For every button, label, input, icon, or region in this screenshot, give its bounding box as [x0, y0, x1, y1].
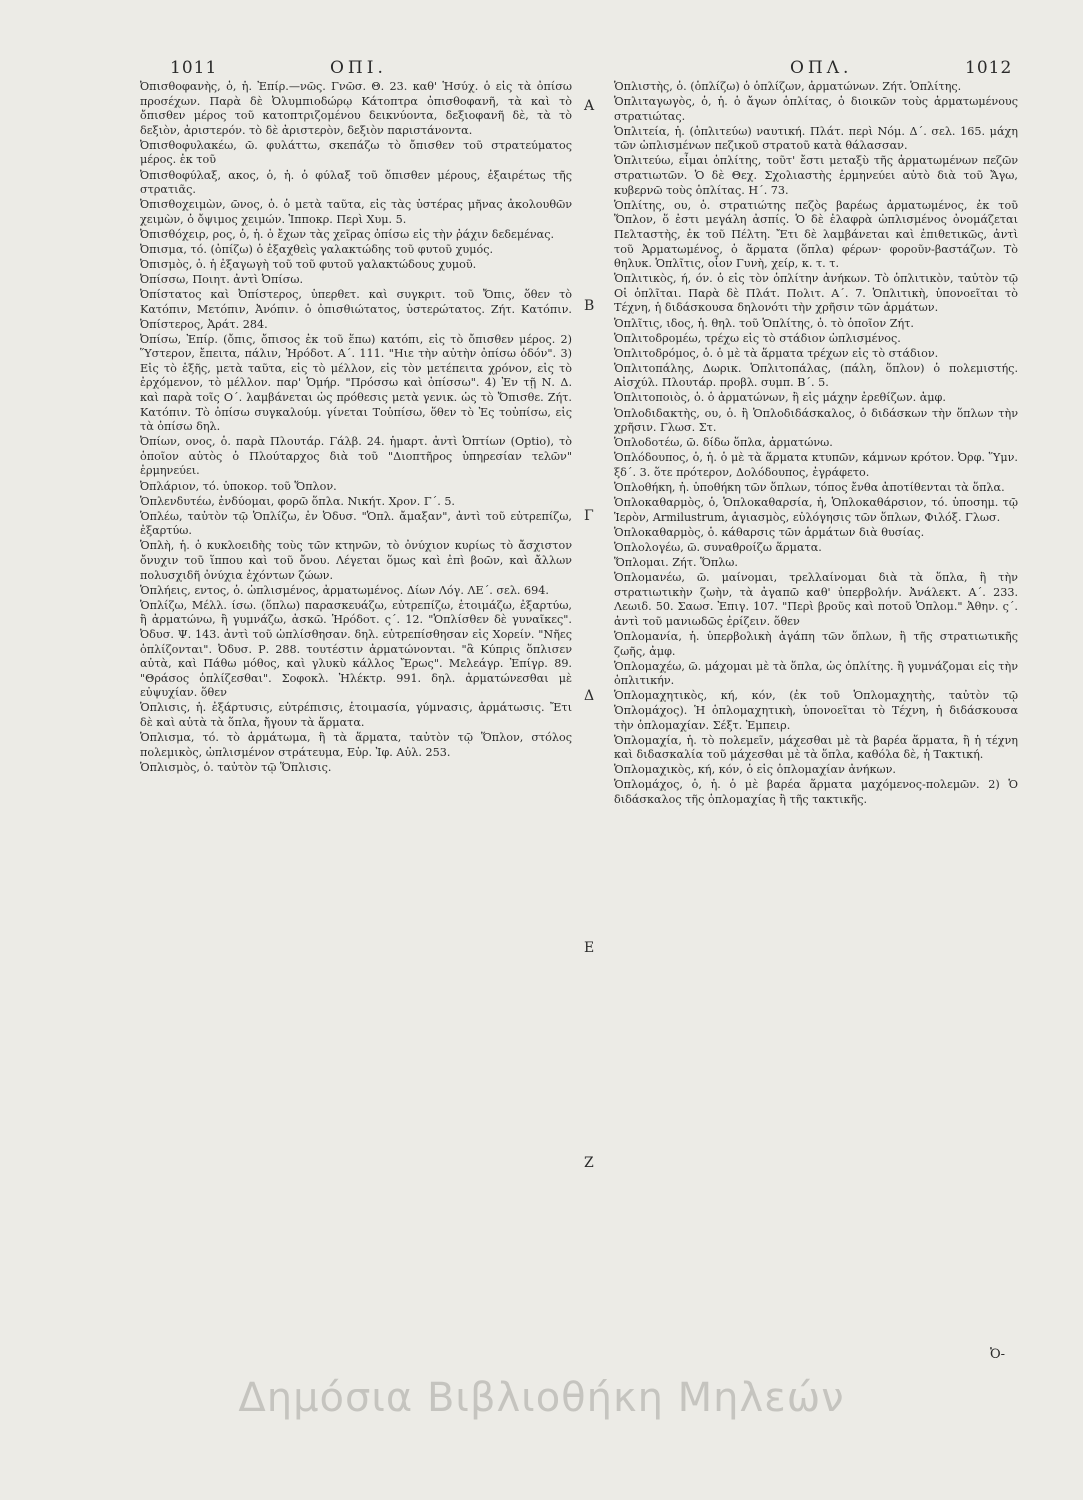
dictionary-entry: Ὁπλισμὸς, ὁ. ταὐτὸν τῷ Ὅπλισις.: [140, 760, 332, 774]
right-page-number: 1012: [965, 58, 1013, 78]
dictionary-entry: Ὁπλισις, ἡ. ἐξάρτυσις, εὐτρέπισις, ἑτοιμασία, γύμνασις, ἀρμάτωσις. Ἔτι δὲ καὶ αὐτὰ τὰ ὅπλα, ἤγουν τὰ ἅρματα.: [140, 701, 572, 730]
dictionary-entry: Ὁπλομαχητικὸς, κή, κόν, (ἐκ τοῦ Ὁπλομαχητὴς, ταὐτὸν τῷ Ὁπλομάχος). Ἡ ὁπλομαχητικὴ, ὑπονοεῖται τὸ Τέχνη, ἡ διδάσκουσα τὴν ὁπλομαχίαν. Σέξτ. Ἐμπειρ.: [614, 689, 1018, 732]
left-running-head: ΟΠΙ.: [330, 58, 387, 78]
dictionary-entry: Ὀπλάριον, τό. ὑποκορ. τοῦ Ὅπλον.: [140, 479, 337, 493]
dictionary-entry: Ὁπλὴ, ἡ. ὁ κυκλοειδὴς τοὺς τῶν κτηνῶν, τὸ ὀνύχιον κυρίως τὸ ἄσχιστον ὄνυχιν τοῦ ἵππου καὶ τοῦ ὄνου. Λέγεται ὅμως καὶ ἐπὶ βοῶν, καὶ ἄλλων πολυσχιδῆ ὀνύχια ἐχόντων ζώων.: [140, 539, 572, 582]
dictionary-entry: Ὁπλῖτις, ιδος, ἡ. θηλ. τοῦ Ὁπλίτης, ὁ. τὸ ὁποῖον Ζήτ.: [614, 316, 914, 330]
dictionary-entry: Ὁπλοκαθαρμὸς, ὁ. κάθαρσις τῶν ἁρμάτων διὰ θυσίας.: [614, 525, 925, 539]
dictionary-entry: Ὀπισθοχειμὼν, ῶνος, ὁ. ὁ μετὰ ταῦτα, εἰς τὰς ὑστέρας μῆνας ἀκολουθῶν χειμὼν, ὁ ὄψιμος χειμών. Ἱπποκρ. Περὶ Χυμ. 5.: [140, 198, 572, 226]
dictionary-entry: Ὀπισμὸς, ὁ. ἡ ἐξαγωγὴ τοῦ τοῦ φυτοῦ γαλακτώδους χυμοῦ.: [140, 258, 477, 272]
margin-section-letters: [580, 80, 604, 1180]
dictionary-entry: Ὁπλοδιδακτὴς, ου, ὁ. ἢ Ὁπλοδιδάσκαλος, ὁ διδάσκων τὴν ὅπλων τὴν χρῆσιν. Γλωσ. Στ.: [614, 406, 1018, 435]
dictionary-entry: Ὁπλόδουπος, ὁ, ἡ. ὁ μὲ τὰ ἅρματα κτυπῶν, κάμνων κρότον. Ὀρφ. Ὕμν. ξδ΄. 3. ὅτε πρότερον, Δολόδουπος, ἐγράφετο.: [614, 451, 1018, 479]
dictionary-entry: Ὁπλιτικὸς, ή, όν. ὁ εἰς τὸν ὁπλίτην ἀνήκων. Τὸ ὁπλιτικὸν, ταὐτὸν τῷ Οἱ ὁπλῖται. Παρὰ δὲ Πλάτ. Πολιτ. Α΄. 7. Ὁπλιτικὴ, ὑπονοεῖται τὸ Τέχνη, ἡ διδάσκουσα δηλονότι τὴν χρῆσιν τῶν ἁρμάτων.: [614, 272, 1018, 315]
margin-letter: Γ: [584, 508, 594, 524]
dictionary-entry: Ὁπλομανέω, ῶ. μαίνομαι, τρελλαίνομαι διὰ τὰ ὅπλα, ἢ τὴν στρατιωτικὴν ζωὴν, τὰ ἀγαπῶ καθ' ὑπερβολήν. Ἀνάλεκτ. Α΄. 233. Λεωιδ. 50. Σαωσ. Ἐπιγ. 107. "Περὶ βροῦς καὶ ποτοῦ Ὁπλομ." Ἀθην. ς΄. ἀντὶ τοῦ μανιωδῶς ἐρίζειν. ὅθεν: [614, 571, 1018, 628]
dictionary-entry: Ὁπλίζω, Μέλλ. ίσω. (ὅπλω) παρασκευάζω, εὐτρεπίζω, ἑτοιμάζω, ἐξαρτύω, ἢ ἀρματώνω, ἢ γυμνάζω, ἀσκῶ. Ἡρόδοτ. ς΄. 12. "Ὁπλίσθεν δὲ γυναῖκες". Ὀδυσ. Ψ. 143. ἀντὶ τοῦ ὡπλίσθησαν. δηλ. εὐτρεπίσθησαν εἰς Χορείν. "Νῆες ὁπλίζονται". Ὀδυσ. Ρ. 288. τουτέστιν ἀρματώνονται. "ἃ Κύπρις ὅπλισεν αὐτὰ, καὶ Πάθω μόθος, καὶ γλυκὺ κάλλος Ἔρως". Μελεάγρ. Ἐπίγρ. 89. "Θράσος ὁπλίζεσθαι". Σοφοκλ. Ἠλέκτρ. 991. δηλ. ἀρματώνεσθαι μὲ εὐψυχίαν. ὅθεν: [140, 598, 572, 700]
margin-letter: Z: [584, 1155, 594, 1171]
left-page-number: 1011: [170, 58, 218, 78]
dictionary-entry: Ὁπλολογέω, ῶ. συναθροίζω ἅρματα.: [614, 540, 822, 554]
dictionary-entry: Ὁπλιτεύω, εἶμαι ὁπλίτης, τοῦτ' ἔστι μεταξὺ τῆς ἁρματωμένων πεζῶν στρατιωτῶν. Ὁ δὲ Θεχ. Σχολιαστὴς ἑρμηνεύει αὐτὸ διὰ τοῦ Ἄγω, κυβερνῶ τοὺς ὁπλίτας. Η΄. 73.: [614, 154, 1018, 197]
dictionary-entry: Ὁπλομαχικὸς, κή, κόν, ὁ εἰς ὁπλομαχίαν ἀνήκων.: [614, 763, 896, 777]
dictionary-entry: Ὀπίσσω, Ποιητ. ἀντὶ Ὀπίσω.: [140, 273, 304, 287]
dictionary-entry: Ὀπισμα, τό. (ὀπίζω) ὁ ἐξαχθεὶς γαλακτώδης τοῦ φυτοῦ χυμός.: [140, 243, 494, 257]
dictionary-entry: Ὀπισθοφύλαξ, ακος, ὁ, ἡ. ὁ φύλαξ τοῦ ὄπισθεν μέρους, ἐξαιρέτως τῆς στρατιᾶς.: [140, 168, 572, 197]
dictionary-entry: Ὀπισθοφυλακέω, ῶ. φυλάττω, σκεπάζω τὸ ὄπισθεν τοῦ στρατεύματος μέρος. ἐκ τοῦ: [140, 138, 572, 167]
dictionary-entry: Ὁπλιτοποιὸς, ὁ. ὁ ἀρματώνων, ἢ εἰς μάχην ἐρεθίζων. ἀμφ.: [614, 391, 946, 405]
dictionary-entry: Ὀπίστατος καὶ Ὀπίστερος, ὑπερθετ. καὶ συγκριτ. τοῦ Ὄπις, ὅθεν τὸ Κατόπιν, Μετόπιν, Ἀνόπιν. ὁ ὀπισθιώτατος, ὑστερώτατος. Ζήτ. Κατόπιν. Ὀπίστερος, Ἀράτ. 284.: [140, 288, 572, 331]
library-watermark: Δημόσια Βιβλιοθήκη Μηλεών: [238, 1375, 845, 1421]
dictionary-entry: Ὀπισθοφανὴς, ὁ, ἡ. Ἐπίρ.—νῶς. Γνῶσ. Θ. 23. καθ' Ἡσύχ. ὁ εἰς τὰ ὀπίσω προσέχων. Παρὰ δὲ Ὀλυμπιοδώρῳ Κάτοπτρα ὀπισθοφανῆ, τὰ καὶ τὸ ὄπισθεν μέρος τοῦ κατοπτριζομένου δεικνύοντα, δεξιοφανῆ δὲ, τὰ τὸ δεξιὸν, ἀριστερόν. τὸ δὲ ἀριστερὸν, δεξιὸν παριστάνοντα.: [140, 80, 572, 137]
dictionary-entry: Ὁπλιτοδρόμος, ὁ. ὁ μὲ τὰ ἅρματα τρέχων εἰς τὸ στάδιον.: [614, 346, 939, 360]
dictionary-entry: Ὁπλίτης, ου, ὁ. στρατιώτης πεζὸς βαρέως ἀρματωμένος, ἐκ τοῦ Ὅπλον, ὅ ἐστι μεγάλη ἀσπίς. Ὁ δὲ ἐλαφρὰ ὡπλισμένος ὀνομάζεται Πελταστὴς, ἐκ τοῦ Πέλτη. Ἔτι δὲ λαμβάνεται καὶ ἐπιθετικῶς, ἀντὶ τοῦ Ἀρματωμένος, ὁ ἅρματα (ὅπλα) φέρων· φοροῦν-βαστάζων. Τὸ θηλυκ. Ὁπλῖτις, οἷον Γυνὴ, χείρ, κ. τ. τ.: [614, 198, 1018, 271]
right-column: [614, 80, 1018, 808]
dictionary-entry: Ὁπλοθήκη, ἡ. ὑποθήκη τῶν ὅπλων, τόπος ἔνθα ἀποτίθενται τὰ ὅπλα.: [614, 481, 1005, 495]
dictionary-entry: Ὅπλομαι. Ζήτ. Ὅπλω.: [614, 556, 738, 569]
dictionary-entry: Ὁπλήεις, εντος, ὁ. ὡπλισμένος, ἀρματωμένος. Δίων Λόγ. ΛΕ΄. σελ. 694.: [140, 583, 549, 597]
right-running-head: ΟΠΛ.: [790, 58, 853, 78]
dictionary-entry: Ὁπλομαχία, ἡ. τὸ πολεμεῖν, μάχεσθαι μὲ τὰ βαρέα ἅρματα, ἢ ἡ τέχνη καὶ διδασκαλία τοῦ μάχεσθαι μὲ τὰ ὅπλα, καθόλα δὲ, ἡ Τακτική.: [614, 733, 1018, 762]
dictionary-entry: Ὁπλοδοτέω, ῶ. δίδω ὅπλα, ἀρματώνω.: [614, 436, 833, 450]
dictionary-entry: Ὀπίσω, Ἐπίρ. (ὄπις, ὄπισος ἐκ τοῦ ἕπω) κατόπι, εἰς τὸ ὄπισθεν μέρος. 2) Ὕστερον, ἔπειτα, πάλιν, Ἡρόδοτ. Α΄. 111. "Ηιε τὴν αὐτὴν ὀπίσω ὁδόν". 3) Εἰς τὸ ἑξῆς, μετὰ ταῦτα, εἰς τὸ μέλλον, εἰς τὸν μετέπειτα χρόνον, εἰς τὸ ἐρχόμενον, τὸ μέλλον. παρ' Ὁμήρ. "Πρόσσω καὶ ὀπίσσω". 4) Ἐν τῇ Ν. Δ. καὶ παρὰ τοῖς Ο΄. λαμβάνεται ὡς πρόθεσις μετὰ γενικ. ὡς τὸ Ὄπισθε. Ζήτ. Κατόπιν. Τὸ ὀπίσω συγκαλούμ. γίνεται Τοὐπίσω, ὅθεν τὸ Ἐς τοὐπίσω, εἰς τὰ ὀπίσω δηλ.: [140, 332, 572, 434]
dictionary-entry: Ὁπλομανία, ἡ. ὑπερβολικὴ ἀγάπη τῶν ὅπλων, ἢ τῆς στρατιωτικῆς ζωῆς, ἀμφ.: [614, 629, 1018, 658]
dictionary-entry: Ὁπλιτοδρομέω, τρέχω εἰς τὸ στάδιον ὡπλισμένος.: [614, 331, 901, 345]
dictionary-entry: Ὁπλοκαθαρμὸς, ὁ, Ὁπλοκαθαρσία, ἡ, Ὁπλοκαθάρσιον, τό. ὑποσημ. τῷ Ἱερὸν, Armilustrum, ἁγιασμὸς, εὐλόγησις τῶν ὅπλων, Φιλόξ. Γλωσ.: [614, 496, 1018, 524]
dictionary-entry: Ὀπισθόχειρ, ρος, ὁ, ἡ. ὁ ἔχων τὰς χεῖρας ὀπίσω εἰς τὴν ῥάχιν δεδεμένας.: [140, 227, 555, 241]
margin-letter: Δ: [584, 688, 595, 704]
margin-letter: A: [584, 98, 595, 114]
dictionary-entry: Ὁπλομάχος, ὁ, ἡ. ὁ μὲ βαρέα ἅρματα μαχόμενος-πολεμῶν. 2) Ὁ διδάσκαλος τῆς ὁπλομαχίας ἢ τῆς τακτικῆς.: [614, 778, 1018, 806]
dictionary-entry: Ὁπλιταγωγὸς, ὁ, ἡ. ὁ ἄγων ὁπλίτας, ὁ διοικῶν τοὺς ἀρματωμένους στρατιώτας.: [614, 95, 1018, 123]
margin-letter: B: [584, 298, 595, 314]
dictionary-entry: Ὁπλιστὴς, ὁ. (ὁπλίζω) ὁ ὁπλίζων, ἀρματώνων. Ζήτ. Ὁπλίτης.: [614, 80, 962, 93]
dictionary-entry: Ὁπλιτοπάλης, Δωρικ. Ὁπλιτοπάλας, (πάλη, ὅπλον) ὁ πολεμιστής. Αἰσχύλ. Πλουτάρ. προβλ. συμπ. Β΄. 5.: [614, 361, 1018, 390]
left-column: [140, 80, 572, 776]
dictionary-entry: Ὁπλενδυτέω, ἐνδύομαι, φορῶ ὅπλα. Νικήτ. Χρον. Γ΄. 5.: [140, 494, 455, 508]
dictionary-entry: Ὀπίων, ονος, ὁ. παρὰ Πλουτάρ. Γάλβ. 24. ἡμαρτ. ἀντὶ Ὀπτίων (Optio), τὸ ὁποῖον αὐτὸς ὁ Πλούταρχος διὰ τοῦ "Διοπτῆρος ὑπηρεσίαν τελῶν" ἑρμηνεύει.: [140, 435, 572, 478]
dictionary-entry: Ὁπλιτεία, ἡ. (ὁπλιτεύω) ναυτική. Πλάτ. περὶ Νόμ. Δ΄. σελ. 165. μάχη τῶν ὡπλισμένων πεζικοῦ στρατοῦ κατὰ θάλασσαν.: [614, 124, 1018, 153]
dictionary-entry: Ὁπλέω, ταὐτὸν τῷ Ὁπλίζω, ἐν Ὀδυσ. "Ὁπλ. ἄμαξαν", ἀντὶ τοῦ εὐτρεπίζω, ἐξαρτύω.: [140, 509, 572, 538]
dictionary-entry: Ὁπλομαχέω, ῶ. μάχομαι μὲ τὰ ὅπλα, ὡς ὁπλίτης. ἢ γυμνάζομαι εἰς τὴν ὁπλιτικήν.: [614, 659, 1018, 688]
dictionary-entry: Ὁπλισμα, τό. τὸ ἁρμάτωμα, ἢ τὰ ἅρματα, ταὐτὸν τῷ Ὅπλον, στόλος πολεμικὸς, ὡπλισμένον στράτευμα, Εὐρ. Ἰφ. Αὐλ. 253.: [140, 731, 572, 759]
catchword: Ὀ-: [990, 1347, 1006, 1362]
margin-letter: E: [584, 940, 595, 956]
